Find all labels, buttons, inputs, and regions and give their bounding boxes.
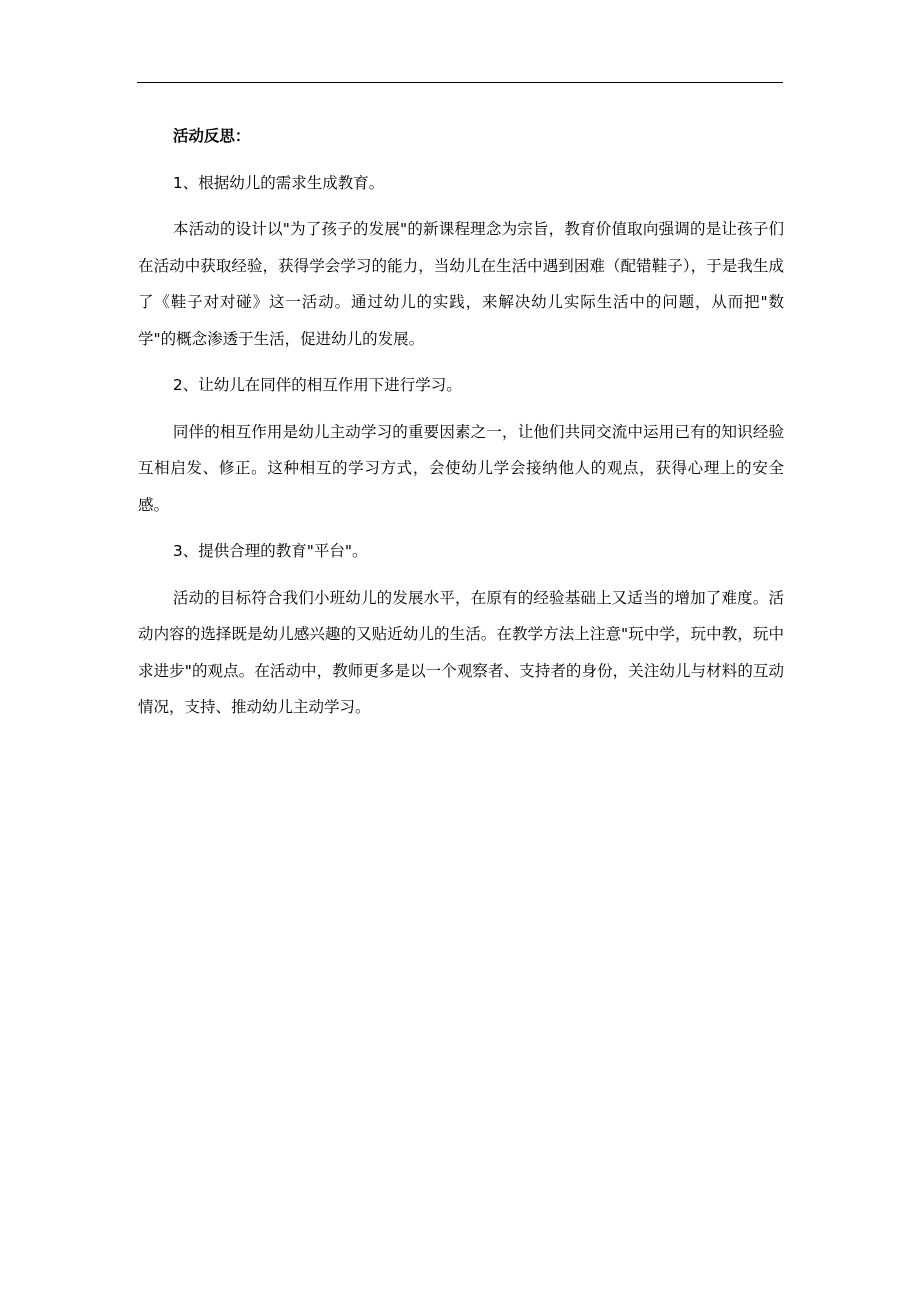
document-body: [138, 118, 784, 736]
point-2-title: 2、让幼儿在同伴的相互作用下进行学习。: [172, 376, 462, 394]
header-rule: [137, 82, 783, 83]
point-3-body: 活动的目标符合我们小班幼儿的发展水平，在原有的经验基础上又适当的增加了难度。活动内容的选择既是幼儿感兴趣的又贴近幼儿的生活。在教学方法上注意"玩中学，玩中教，玩中求进步"的观点。在活动中，教师更多是以一个观察者、支持者的身份，关注幼儿与材料的互动情况，支持、推动幼儿主动学习。: [138, 588, 784, 716]
section-heading: 活动反思：: [172, 127, 251, 145]
point-3-title: 3、提供合理的教育"平台"。: [172, 542, 368, 560]
point-1-title: 1、根据幼儿的需求生成教育。: [172, 173, 385, 192]
point-1-body: 本活动的设计以"为了孩子的发展"的新课程理念为宗旨，教育价值取向强调的是让孩子们在活动中获取经验，获得学会学习的能力，当幼儿在生活中遇到困难（配错鞋子），于是我生成了《鞋子对对碰》这一活动。通过幼儿的实践，来解决幼儿实际生活中的问题，从而把"数学"的概念渗透于生活，促进幼儿的发展。: [138, 220, 784, 348]
point-2-body: 同伴的相互作用是幼儿主动学习的重要因素之一，让他们共同交流中运用已有的知识经验互相启发、修正。这种相互的学习方式，会使幼儿学会接纳他人的观点，获得心理上的安全感。: [138, 422, 784, 514]
